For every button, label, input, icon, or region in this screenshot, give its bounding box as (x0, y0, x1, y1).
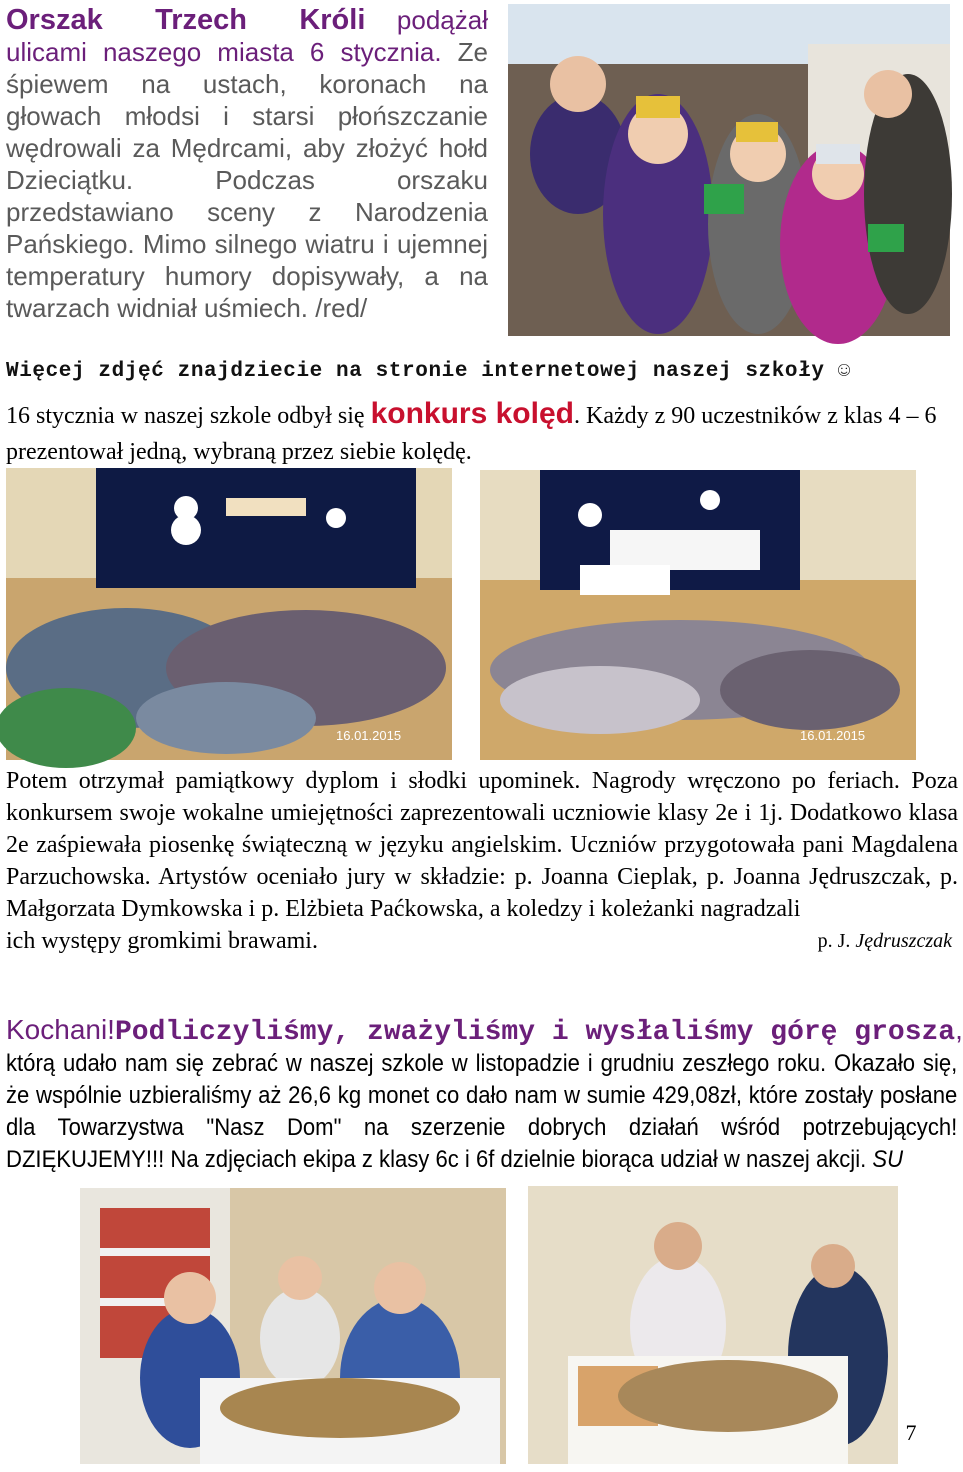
orszak-lead: podążał ulicami naszego miasta 6 stycznia. (6, 5, 488, 67)
photo-konkurs-hall-1 (6, 468, 452, 760)
photo-coins-boys (80, 1188, 506, 1464)
page-number: 7 (905, 1420, 917, 1445)
more-photos-note: Więcej zdjęć znajdziecie na stronie internetowej naszej szkoły ☺ (6, 360, 851, 383)
grosz-body-text: którą udało nam się zebrać w naszej szkole w listopadzie i grudniu zeszłego roku. Okazało się, że wspólnie uzbieraliśmy aż 26,6 kg monet co dało nam w sumie 429,08zł, które zostały posłane dla Towarzystwa "Nasz Dom" na szerzenie dobrych działań wśród potrzebujących! DZIĘKUJEMY!!! Na zdjęciach ekipa z klasy 6c i 6f dzielnie biorąca udział w naszej akcji. (6, 1050, 958, 1173)
signature-name: Jędruszczak (855, 930, 952, 952)
konkurs-highlight: konkurs kolęd (370, 397, 574, 430)
grosz-kochani: Kochani! (6, 1014, 115, 1045)
photo-orszak-children-crowns (508, 4, 950, 336)
photo-coins-girls (528, 1186, 898, 1464)
orszak-title: Orszak Trzech Króli (6, 4, 366, 36)
grosz-headline (6, 1012, 963, 1051)
signature-prefix: p. J. (817, 930, 856, 952)
konkurs-last-line (6, 925, 958, 957)
grosz-signature: SU (872, 1146, 904, 1173)
photo-date-stamp-2: 16.01.2015 (800, 728, 866, 743)
grosz-comma: , (955, 1014, 963, 1045)
konkurs-body-last: ich występy gromkimi brawami. (6, 928, 318, 954)
konkurs-intro (6, 396, 958, 470)
konkurs-intro-after: . Każdy z 90 uczestników z klas 4 – 6 prezentował jedną, wybraną przez siebie kolędę. (6, 403, 937, 465)
konkurs-body-text: Potem otrzymał pamiątkowy dyplom i słodki upominek. Nagrody wręczono po feriach. Poza konkursem swoje wokalne umiejętności zaprezentowali uczniowie klasy 2e i 1j. Dodatkowo klasa 2e zaśpiewała piosenkę świąteczną w języku angielskim. Uczniów przygotowała pani Magdalena Parzuchowska. Artystów oceniało jury w składzie: p. Joanna Cieplak, p. Joanna Jędruszczak, p. Małgorzata Dymkowska i p. Elżbieta Paćkowska, a koledzy i koleżanki nagradzali (6, 768, 958, 922)
konkurs-body (6, 765, 958, 957)
grosz-body (6, 1048, 957, 1176)
orszak-body: Ze śpiewem na ustach, koronach na głowach młodsi i starsi płońszczanie wędrowali za Mędrcami, aby złożyć hołd Dzieciątku. Podczas orszaku przedstawiano sceny z Narodzenia Pańskiego. Mimo silnego wiatru i ujemnej temperatury humory dopisywały, a na twarzach widniał uśmiech. /red/ (6, 37, 488, 323)
photo-konkurs-hall-2 (480, 470, 916, 760)
photo-date-stamp-1: 16.01.2015 (336, 728, 402, 743)
konkurs-intro-before: 16 stycznia w naszej szkole odbył się (6, 403, 371, 429)
orszak-article (6, 4, 488, 324)
konkurs-signature (818, 925, 952, 957)
grosz-title: Podliczyliśmy, zważyliśmy i wysłaliśmy górę grosza (114, 1017, 956, 1048)
